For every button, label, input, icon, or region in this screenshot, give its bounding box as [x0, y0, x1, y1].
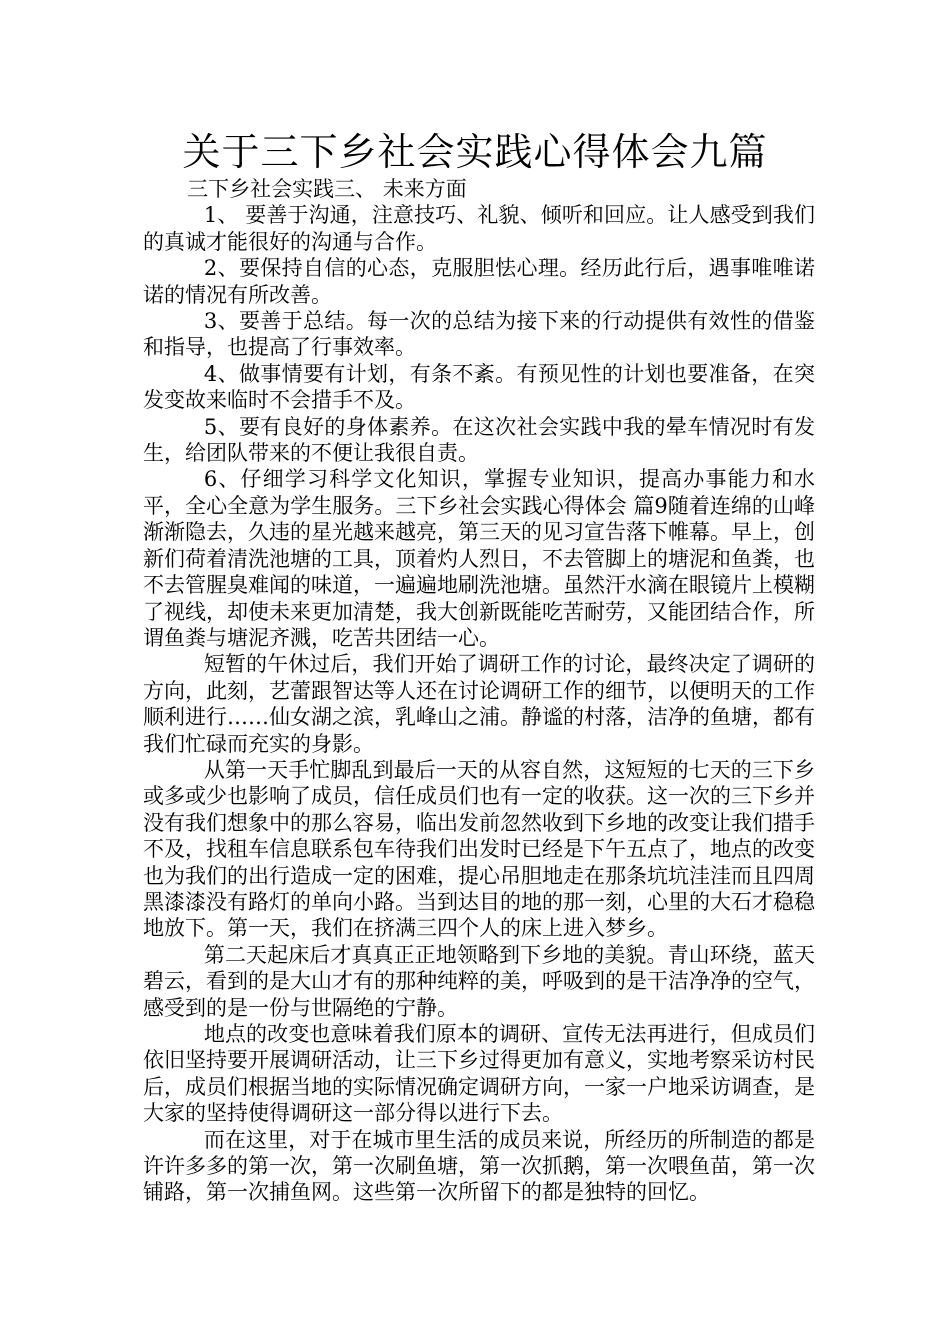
document-body [143, 176, 815, 1206]
paragraph-9: 第二天起床后才真真正正地领略到下乡地的美貌。青山环绕，蓝天碧云，看到的是大山才有的那种纯粹的美，呼吸到的是干洁净净的空气，感受到的是一份与世隔绝的宁静。 [143, 942, 815, 1020]
paragraph-7: 短暂的午休过后，我们开始了调研工作的讨论，最终决定了调研的方向，此刻，艺蕾跟智达等人还在讨论调研工作的细节，以便明天的工作顺利进行……仙女湖之滨，乳峰山之浦。静谧的村落，洁净的鱼塘，都有我们忙碌而充实的身影。 [143, 652, 815, 756]
paragraph-3: 3、要善于总结。每一次的总结为接下来的行动提供有效性的借鉴和指导，也提高了行事效率。 [143, 309, 815, 360]
paragraph-1: 1、 要善于沟通，注意技巧、礼貌、倾听和回应。让人感受到我们的真诚才能很好的沟通与合作。 [143, 203, 815, 254]
paragraph-8: 从第一天手忙脚乱到最后一天的从容自然，这短短的七天的三下乡或多或少也影响了成员，信任成员们也有一定的收获。这一次的三下乡并没有我们想象中的那么容易，临出发前忽然收到下乡地的改变让我们措手不及，找租车信息联系包车待我们出发时已经是下午五点了，地点的改变也为我们的出行造成一定的困难，提心吊胆地走在那条坑坑洼洼而且四周黑漆漆没有路灯的单向小路。当到达目的地的那一刻，心里的大石才稳稳地放下。第一天，我们在挤满三四个人的床上进入梦乡。 [143, 757, 815, 941]
paragraph-10: 地点的改变也意味着我们原本的调研、宣传无法再进行，但成员们依旧坚持要开展调研活动，让三下乡过得更加有意义，实地考察采访村民后，成员们根据当地的实际情况确定调研方向，一家一户地采访调查，是大家的坚持使得调研这一部分得以进行下去。 [143, 1022, 815, 1126]
section-subheading: 三下乡社会实践三、 未来方面 [187, 177, 467, 201]
paragraph-5: 5、要有良好的身体素养。在这次社会实践中我的晕车情况时有发生，给团队带来的不便让我很自责。 [143, 414, 815, 466]
paragraph-6: 6、仔细学习科学文化知识，掌握专业知识，提高办事能力和水平，全心全意为学生服务。三下乡社会实践心得体会 篇9随着连绵的山峰渐渐隐去，久违的星光越来越亮，第三天的见习宣告落下帷幕。早上，创新们荷着清洗池塘的工具，顶着灼人烈日，不去管脚上的塘泥和鱼粪，也不去管腥臭难闻的味道，一遍遍地刷洗池塘。虽然汗水滴在眼镜片上模糊了视线，却使未来更加清楚，我大创新既能吃苦耐劳，又能团结合作，所谓鱼粪与塘泥齐溅，吃苦共团结一心。 [143, 467, 815, 650]
paragraph-4: 4、做事情要有计划，有条不紊。有预见性的计划也要准备，在突发变故来临时不会措手不及。 [143, 361, 815, 413]
document-title: 关于三下乡社会实践心得体会九篇 [182, 130, 768, 174]
paragraph-11: 而在这里，对于在城市里生活的成员来说，所经历的所制造的都是许许多多的第一次，第一次刷鱼塘，第一次抓鹅，第一次喂鱼苗，第一次铺路，第一次捕鱼网。这些第一次所留下的都是独特的回忆。 [143, 1127, 815, 1205]
paragraph-2: 2、要保持自信的心态，克服胆怯心理。经历此行后，遇事唯唯诺诺的情况有所改善。 [143, 256, 815, 307]
